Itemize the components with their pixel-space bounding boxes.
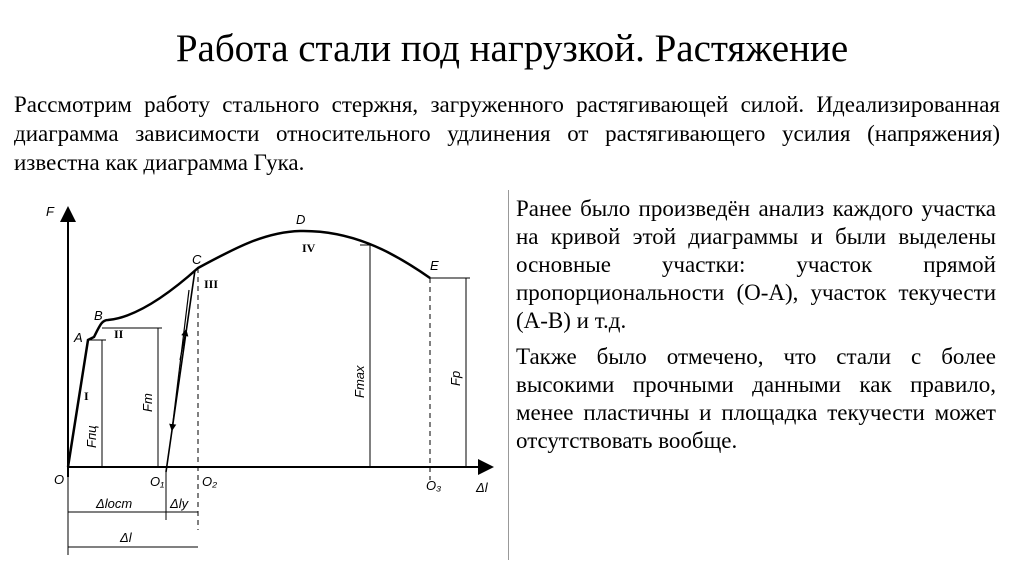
intro-text: Рассмотрим работу стального стержня, загруженного растягивающей силой. Идеализированная диаграмма зависимости относительного удлинения от растягивающего усилия (напряжения) известна как диаграмма Гука. bbox=[14, 92, 1000, 175]
stress-strain-diagram bbox=[40, 190, 500, 560]
point-o3: O₃ bbox=[426, 478, 442, 493]
load-curve bbox=[68, 231, 430, 467]
origin-label: O bbox=[54, 472, 65, 487]
point-e: E bbox=[430, 258, 439, 273]
zone-1: I bbox=[84, 389, 89, 403]
force-fp: Fр bbox=[448, 370, 463, 386]
point-c: C bbox=[192, 252, 202, 267]
zone-2: II bbox=[114, 327, 124, 341]
divider bbox=[508, 190, 509, 560]
point-d: D bbox=[296, 212, 306, 227]
point-o1: O₁ bbox=[150, 474, 165, 489]
axis-y-label: F bbox=[46, 204, 54, 219]
side-paragraph-2: Также было отмечено, что стали с более высокими прочными данными как правило, менее пластичны и площадка текучести может отсутствовать вообще. bbox=[516, 344, 996, 453]
point-a: A bbox=[74, 330, 83, 345]
point-o2: O₂ bbox=[202, 474, 218, 489]
zone-3: III bbox=[204, 277, 219, 291]
side-text bbox=[516, 195, 996, 463]
slide-title: Работа стали под нагрузкой. Растяжение bbox=[175, 27, 849, 70]
force-fmax: Fmax bbox=[352, 365, 367, 398]
zone-4: IV bbox=[302, 241, 316, 255]
dim-total-label: Δl bbox=[120, 530, 132, 545]
unload-line-1 bbox=[166, 270, 195, 472]
force-fpc: Fпц bbox=[84, 425, 99, 448]
axis-x-label: Δl bbox=[476, 480, 488, 495]
force-ft: Fт bbox=[140, 393, 155, 412]
dim-ost-label: Δlост bbox=[96, 496, 133, 511]
dim-y-label: Δly bbox=[170, 496, 189, 511]
point-b: B bbox=[94, 308, 103, 323]
side-paragraph-1: Ранее было произведён анализ каждого участка на кривой этой диаграммы и были выделены основные участки: участок прямой пропорциональности (О-А), участок текучести (А-В) и т.д. bbox=[516, 196, 996, 333]
